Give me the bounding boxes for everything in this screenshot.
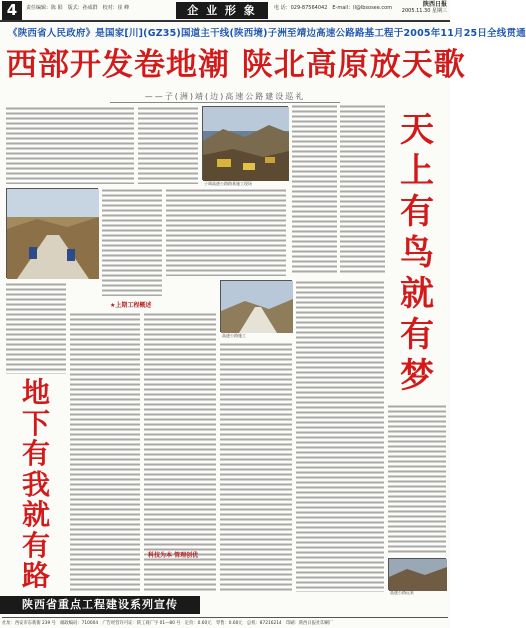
slogan-right-char: 有 — [400, 315, 434, 355]
masthead-date-block — [402, 1, 447, 15]
body-column-10 — [220, 342, 292, 592]
body-column-4 — [340, 104, 385, 274]
body-column-12 — [388, 404, 446, 554]
slogan-left-char: 地 — [21, 376, 50, 409]
slogan-left-char: 有 — [21, 528, 50, 562]
photo-construction-site — [202, 106, 288, 180]
page-header — [0, 0, 450, 22]
contact-info: 电 话：029-87564042 E-mail：ll@lbsosee.com — [274, 5, 393, 11]
body-column-3 — [292, 104, 337, 274]
photo-caption: 子靖高速公路路基施工现场 — [204, 181, 252, 186]
body-column-11 — [296, 280, 384, 592]
page-number: 4 — [2, 1, 22, 20]
slogan-right-char: 梦 — [400, 356, 434, 396]
slogan-left-char: 下 — [21, 406, 50, 440]
body-column-5 — [102, 188, 162, 296]
right-vertical-slogan — [388, 110, 446, 400]
slogan-left-char: 路 — [21, 559, 50, 592]
series-banner: 陕西省重点工程建设系列宣传 — [0, 596, 200, 614]
slogan-right-char: 就 — [400, 274, 434, 314]
body-column-8 — [70, 312, 140, 592]
body-column-1 — [6, 106, 134, 184]
slogan-left-char: 有 — [21, 437, 50, 470]
slogan-right-char: 天 — [400, 110, 434, 150]
section-subheading: 科技为本 管理创优 — [148, 552, 199, 559]
photo-road-crew — [6, 188, 98, 278]
slogan-right-char: 上 — [400, 151, 434, 191]
section-title: 企 业 形 象 — [176, 2, 268, 19]
body-column-7 — [6, 282, 66, 374]
kicker-title: 《陕西省人民政府》是国家[川](GZ35)国道主干线(陕西境)子洲至靖边高速公路路基工程于2005年11月25日全线贯通 — [8, 28, 526, 39]
photo-landscape — [388, 558, 446, 590]
body-column-6 — [166, 188, 286, 276]
publisher-info: 社址：西安市东新街 239 号 邮政编码：710004 广告经营许可证：陕工商广字 01—80 号 定价：0.60元 零售：0.60元 总机：87216214 印刷：陕西日报社印刷厂 — [2, 617, 448, 626]
slogan-left-char: 就 — [21, 498, 50, 531]
photo-highway — [220, 280, 292, 332]
slogan-right-char: 鸟 — [400, 233, 434, 273]
headline: 西部开发卷地潮 陕北高原放天歌 — [6, 47, 466, 83]
editor-credits: 责任编辑：陈 阳 版式：孙成群 校对：崔 峰 — [26, 5, 130, 11]
subtitle: ——子(洲)靖(边)高速公路建设巡礼 — [110, 91, 340, 103]
photo-caption: 高速公路施工 — [222, 333, 246, 338]
left-vertical-slogan — [6, 378, 66, 593]
slogan-right-char: 有 — [400, 192, 434, 232]
section-subheading: ★上期工程概述 — [110, 302, 152, 309]
body-column-2 — [138, 106, 198, 184]
photo-caption: 高速公路远景 — [390, 590, 414, 595]
paper-name: 陕西日报 — [422, 1, 447, 8]
slogan-left-char: 我 — [21, 467, 50, 501]
issue-date: 2005.11.30 星期三 — [401, 8, 447, 14]
